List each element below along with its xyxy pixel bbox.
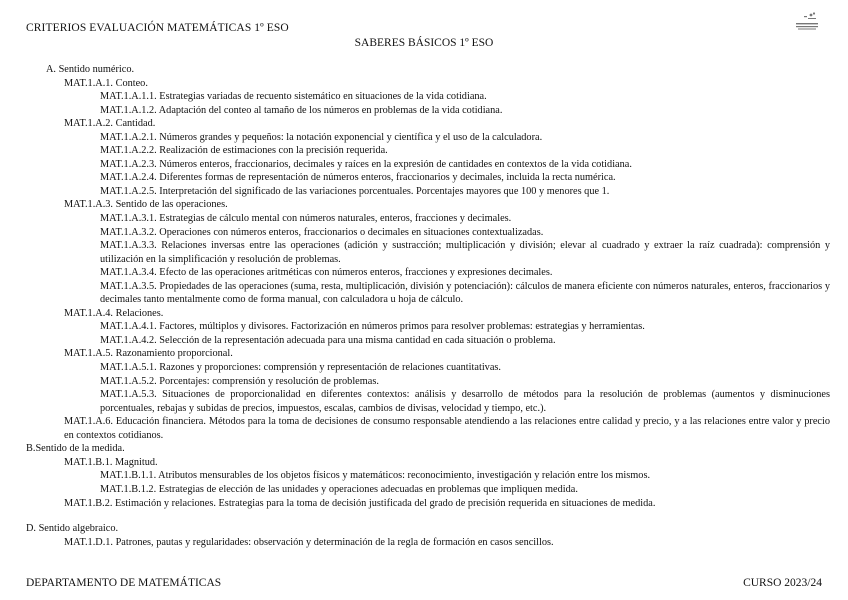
section-subtitle: SABERES BÁSICOS 1º ESO bbox=[354, 37, 494, 49]
item-a4: MAT.1.A.4. Relaciones. bbox=[64, 307, 164, 319]
item-b2: MAT.1.B.2. Estimación y relaciones. Estrategias para la toma de decisión justificada del grado de precisión requerida en situaciones de medida. bbox=[64, 497, 656, 509]
item-a2-1: MAT.1.A.2.1. Números grandes y pequeños: la notación exponencial y científica y el uso de la calculadora. bbox=[100, 131, 543, 143]
item-a5-3 bbox=[26, 388, 830, 415]
item-a3-4: MAT.1.A.3.4. Efecto de las operaciones aritméticas con números enteros, fracciones y expresiones decimales. bbox=[100, 267, 553, 279]
item-a6-text: MAT.1.A.6. Educación financiera. Métodos para la toma de decisiones de consumo responsable atendiendo a las relaciones entre calidad y precio, y a las relaciones entre valor y precio en contextos cotidianos. bbox=[64, 416, 830, 441]
document-title: CRITERIOS EVALUACIÓN MATEMÁTICAS 1º ESO bbox=[26, 22, 289, 34]
item-b1: MAT.1.B.1. Magnitud. bbox=[64, 456, 158, 468]
item-a2: MAT.1.A.2. Cantidad. bbox=[64, 118, 156, 130]
item-a5-1: MAT.1.A.5.1. Razones y proporciones: comprensión y representación de relaciones cuantitativas. bbox=[100, 362, 501, 374]
footer-course: CURSO 2023/24 bbox=[743, 577, 822, 589]
item-a3-3-text: MAT.1.A.3.3. Relaciones inversas entre las operaciones (adición y sustracción; multiplicación y división; elevar al cuadrado y extraer la raíz cuadrada): comprensión y utilización en la simplificación y resolución de problemas. bbox=[100, 240, 830, 265]
item-a2-2: MAT.1.A.2.2. Realización de estimaciones con la precisión requerida. bbox=[100, 145, 388, 157]
section-a-heading: A. Sentido numérico. bbox=[46, 64, 135, 75]
item-a1: MAT.1.A.1. Conteo. bbox=[64, 77, 148, 89]
section-d-heading: D. Sentido algebraico. bbox=[26, 523, 119, 535]
item-a1-2: MAT.1.A.1.2. Adaptación del conteo al tamaño de los números en problemas de la vida cotidiana. bbox=[100, 104, 503, 116]
item-a2-4: MAT.1.A.2.4. Diferentes formas de representación de números enteros, fraccionarios y decimales, incluida la recta numérica. bbox=[100, 172, 616, 184]
item-a5-2: MAT.1.A.5.2. Porcentajes: comprensión y resolución de problemas. bbox=[100, 375, 379, 387]
item-d1: MAT.1.D.1. Patrones, pautas y regularidades: observación y determinación de la regla de formación en casos sencillos. bbox=[64, 536, 554, 548]
item-a4-1: MAT.1.A.4.1. Factores, múltiplos y divisores. Factorización en números primos para resolver problemas: estrategias y herramientas. bbox=[100, 321, 645, 333]
item-a2-3: MAT.1.A.2.3. Números enteros, fraccionarios, decimales y raíces en la expresión de cantidades en contextos de la vida cotidiana. bbox=[100, 158, 632, 170]
item-a1-1: MAT.1.A.1.1. Estrategias variadas de recuento sistemático en situaciones de la vida cotidiana. bbox=[100, 91, 487, 103]
school-logo-icon bbox=[792, 10, 822, 32]
saberes-list bbox=[26, 63, 830, 549]
item-a3-5 bbox=[26, 280, 830, 307]
spacer bbox=[26, 510, 830, 522]
item-a4-2: MAT.1.A.4.2. Selección de la representación adecuada para una misma cantidad en cada situación o problema. bbox=[100, 334, 556, 346]
item-b1-2: MAT.1.B.1.2. Estrategias de elección de las unidades y operaciones adecuadas en problemas que impliquen medida. bbox=[100, 483, 578, 495]
item-b1-1: MAT.1.B.1.1. Atributos mensurables de los objetos físicos y matemáticos: reconocimiento, investigación y relación entre los mismos. bbox=[100, 470, 651, 482]
item-a3-3 bbox=[26, 239, 830, 266]
item-a5: MAT.1.A.5. Razonamiento proporcional. bbox=[64, 348, 233, 360]
section-b-heading: B.Sentido de la medida. bbox=[26, 443, 125, 455]
item-a5-3-text: MAT.1.A.5.3. Situaciones de proporcionalidad en diferentes contextos: análisis y desarrollo de métodos para la resolución de problemas (aumentos y disminuciones porcentuales, rebajas y subidas de precios, impuestos, escalas, cambios de divisas, velocidad y tiempo, etc.). bbox=[100, 389, 830, 414]
footer-department: DEPARTAMENTO DE MATEMÁTICAS bbox=[26, 577, 222, 589]
item-a3-5-text: MAT.1.A.3.5. Propiedades de las operaciones (suma, resta, multiplicación, división y potenciación): cálculos de manera eficiente con números naturales, enteros, fraccionarios y decimales tanto mentalmente como de forma manual, con calculadora u hoja de cálculo. bbox=[100, 280, 830, 306]
item-a2-5: MAT.1.A.2.5. Interpretación del significado de las variaciones porcentuales. Porcentajes mayores que 100 y menores que 1. bbox=[100, 185, 610, 197]
item-a3-1: MAT.1.A.3.1. Estrategias de cálculo mental con números naturales, enteros, fracciones y decimales. bbox=[100, 213, 512, 225]
item-a6 bbox=[26, 415, 830, 442]
item-a3-2: MAT.1.A.3.2. Operaciones con números enteros, fraccionarios o decimales en situaciones contextualizadas. bbox=[100, 226, 544, 238]
item-a3: MAT.1.A.3. Sentido de las operaciones. bbox=[64, 199, 228, 211]
